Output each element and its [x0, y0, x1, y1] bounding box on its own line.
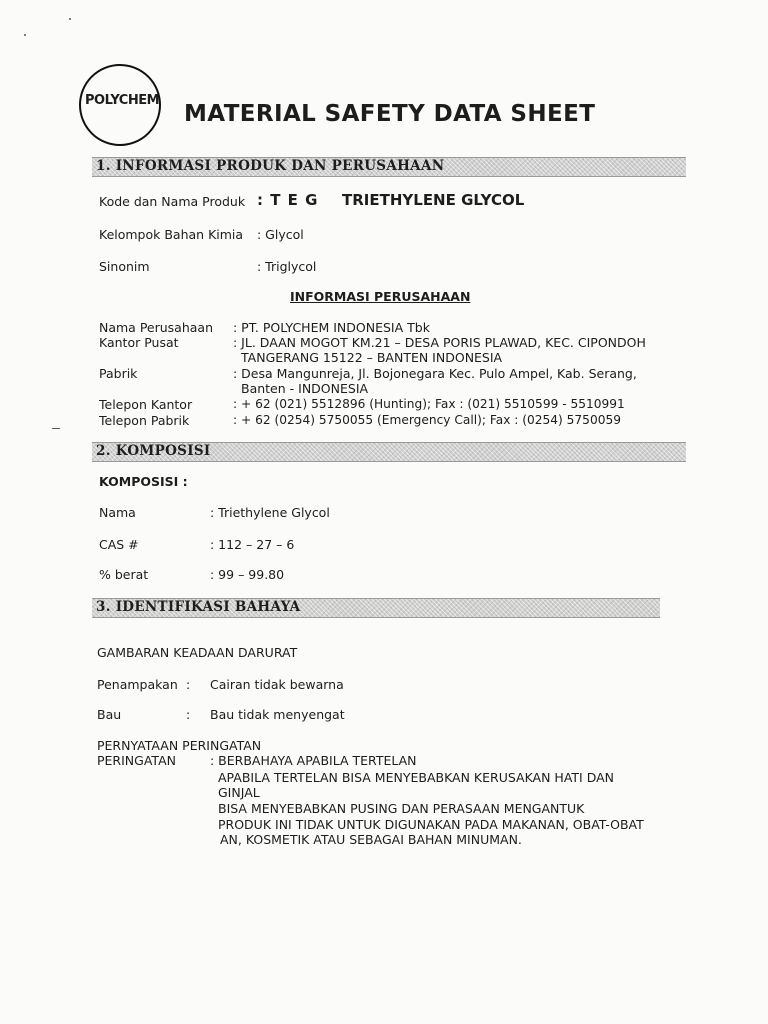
sinonim-label: Sinonim [99, 259, 150, 274]
kantor-pusat-label: Kantor Pusat [99, 335, 179, 350]
section-2-heading: 2. KOMPOSISI [96, 443, 211, 459]
peringatan-line-5: PRODUK INI TIDAK UNTUK DIGUNAKAN PADA MAKANAN, OBAT-OBAT [218, 817, 644, 832]
peringatan-line-1: : BERBAHAYA APABILA TERTELAN [210, 753, 417, 768]
scan-speck [69, 18, 71, 20]
document-title: MATERIAL SAFETY DATA SHEET [184, 101, 596, 127]
cas-value: : 112 – 27 – 6 [210, 537, 295, 552]
section-2-bar [92, 442, 686, 462]
produk-name: TRIETHYLENE GLYCOL [342, 191, 525, 209]
scan-speck [24, 34, 26, 36]
bau-colon: : [186, 707, 191, 722]
pabrik-line2: Banten - INDONESIA [241, 381, 369, 396]
penampakan-value: Cairan tidak bewarna [210, 677, 344, 692]
kantor-pusat-line1: : JL. DAAN MOGOT KM.21 – DESA PORIS PLAWAD, KEC. CIPONDOH [233, 335, 646, 350]
section-1-heading: 1. INFORMASI PRODUK DAN PERUSAHAAN [96, 158, 445, 174]
produk-label: Kode dan Nama Produk [99, 194, 246, 209]
bau-value: Bau tidak menyengat [210, 707, 345, 722]
section-1-bar [92, 157, 686, 177]
kantor-pusat-line2: TANGERANG 15122 – BANTEN INDONESIA [241, 350, 503, 365]
penampakan-colon: : [186, 677, 191, 692]
section-3-bar [92, 598, 660, 618]
peringatan-line-3: GINJAL [218, 785, 260, 800]
pernyataan-peringatan: PERNYATAAN PERINGATAN [97, 738, 262, 753]
berat-value: : 99 – 99.80 [210, 567, 285, 582]
produk-code: : T E G [257, 191, 319, 209]
company-logo [79, 64, 161, 146]
telepon-kantor-label: Telepon Kantor [99, 397, 193, 412]
komposisi-subheading: KOMPOSISI : [99, 474, 188, 489]
telepon-pabrik-value: : + 62 (0254) 5750055 (Emergency Call); Fax : (0254) 5750059 [233, 413, 621, 427]
peringatan-line-2: APABILA TERTELAN BISA MENYEBABKAN KERUSAKAN HATI DAN [218, 770, 615, 785]
kelompok-value: : Glycol [257, 227, 304, 242]
telepon-pabrik-label: Telepon Pabrik [99, 413, 190, 428]
peringatan-label: PERINGATAN [97, 753, 176, 768]
pabrik-line1: : Desa Mangunreja, Jl. Bojonegara Kec. Pulo Ampel, Kab. Serang, [233, 366, 637, 381]
peringatan-line-6: AN, KOSMETIK ATAU SEBAGAI BAHAN MINUMAN. [220, 832, 522, 847]
nama-perusahaan-value: : PT. POLYCHEM INDONESIA Tbk [233, 320, 430, 335]
scan-speck [52, 428, 60, 429]
pabrik-label: Pabrik [99, 366, 138, 381]
cas-label: CAS # [99, 537, 139, 552]
berat-label: % berat [99, 567, 149, 582]
peringatan-line-4: BISA MENYEBABKAN PUSING DAN PERASAAN MENGANTUK [218, 801, 585, 816]
section-3-heading: 3. IDENTIFIKASI BAHAYA [96, 599, 301, 615]
nama-perusahaan-label: Nama Perusahaan [99, 320, 214, 335]
logo-text: POLYCHEM [85, 93, 160, 108]
gambaran-keadaan-darurat: GAMBARAN KEADAAN DARURAT [97, 645, 298, 660]
sinonim-value: : Triglycol [257, 259, 317, 274]
komposisi-nama-value: : Triethylene Glycol [210, 505, 330, 520]
kelompok-label: Kelompok Bahan Kimia [99, 227, 244, 242]
telepon-kantor-value: : + 62 (021) 5512896 (Hunting); Fax : (021) 5510599 - 5510991 [233, 397, 625, 411]
penampakan-label: Penampakan [97, 677, 178, 692]
informasi-perusahaan-heading: INFORMASI PERUSAHAAN [290, 289, 471, 304]
komposisi-nama-label: Nama [99, 505, 136, 520]
bau-label: Bau [97, 707, 122, 722]
